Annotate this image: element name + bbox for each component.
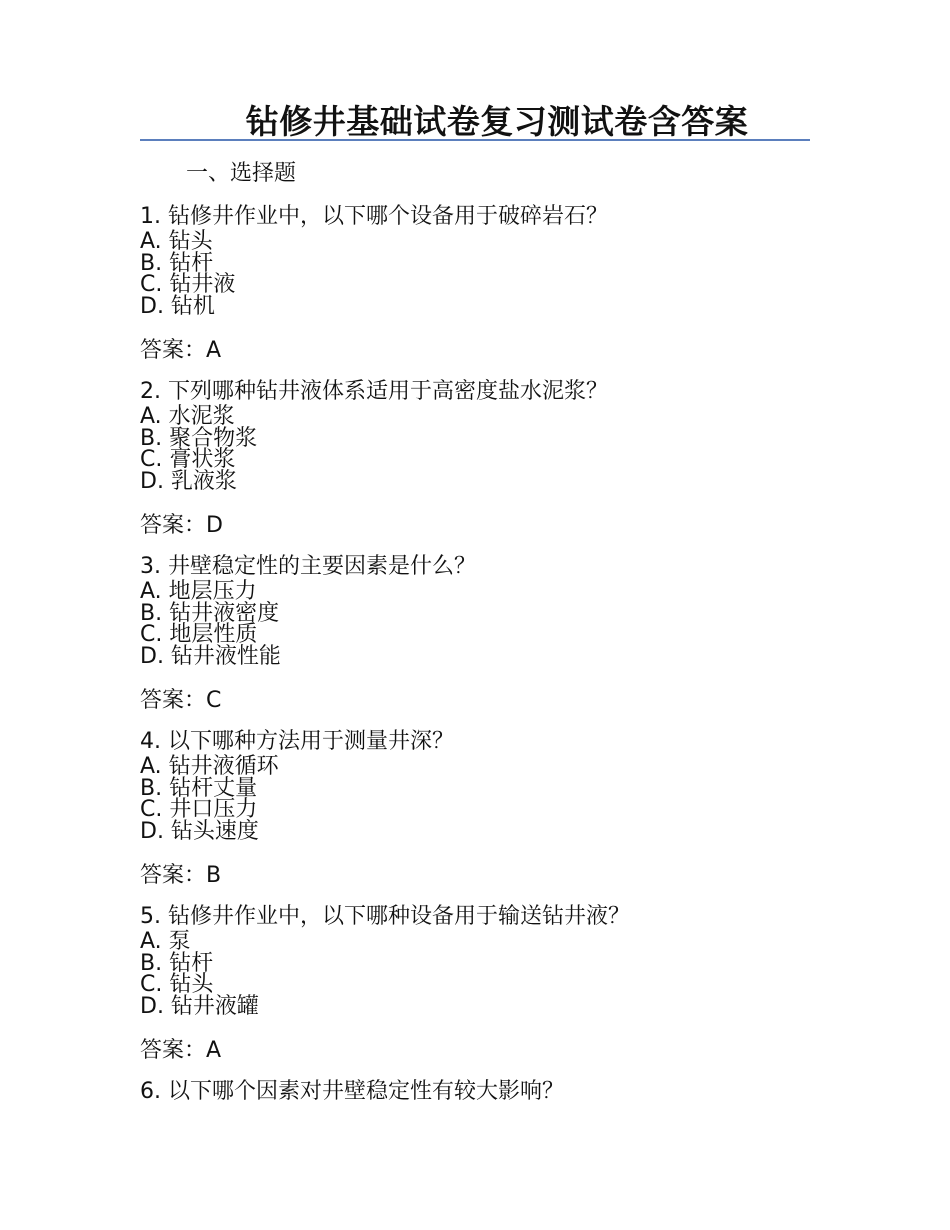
option-c: C. 钻头 [140,972,214,997]
question-5 [140,903,820,1066]
section-heading: 一、选择题 [186,161,297,186]
answer-text: 答案：D [140,513,223,538]
option-a: A. 泵 [140,929,191,954]
answer-text: 答案：A [140,1038,222,1063]
question-4 [140,728,820,891]
option-d: D. 乳液浆 [140,468,237,494]
question-6 [140,1078,820,1106]
option-a: A. 钻井液循环 [140,754,279,779]
answer-text: 答案：A [140,338,222,363]
question-stem: 2. 下列哪种钻井液体系适用于高密度盐水泥浆？ [140,379,608,404]
option-c: C. 膏状浆 [140,447,236,472]
question-stem: 5. 钻修井作业中，以下哪种设备用于输送钻井液？ [140,904,630,929]
option-d: D. 钻机 [140,293,215,319]
option-a: A. 水泥浆 [140,404,235,429]
answer-text: 答案：B [140,863,222,888]
question-stem: 6. 以下哪个因素对井壁稳定性有较大影响？ [140,1079,564,1104]
question-2 [140,378,820,541]
option-d: D. 钻井液性能 [140,643,281,669]
question-list [140,203,820,1115]
option-d: D. 钻井液罐 [140,993,259,1019]
document-title: 钻修井基础试卷复习测试卷含答案 [245,102,749,141]
question-stem: 4. 以下哪种方法用于测量井深？ [140,729,454,754]
option-c: C. 地层性质 [140,622,258,647]
option-b: B. 聚合物浆 [140,425,258,451]
question-stem: 1. 钻修井作业中，以下哪个设备用于破碎岩石？ [140,204,608,229]
option-b: B. 钻杆 [140,950,214,976]
option-a: A. 地层压力 [140,579,257,604]
answer-text: 答案：C [140,688,222,713]
option-b: B. 钻杆 [140,250,214,276]
option-a: A. 钻头 [140,229,213,254]
question-3 [140,553,820,716]
option-b: B. 钻井液密度 [140,600,280,626]
option-d: D. 钻头速度 [140,818,259,844]
option-c: C. 井口压力 [140,797,258,822]
title-underline [140,139,810,141]
question-stem: 3. 井壁稳定性的主要因素是什么？ [140,554,476,579]
question-1 [140,203,820,366]
option-b: B. 钻杆丈量 [140,775,258,801]
option-c: C. 钻井液 [140,272,236,297]
